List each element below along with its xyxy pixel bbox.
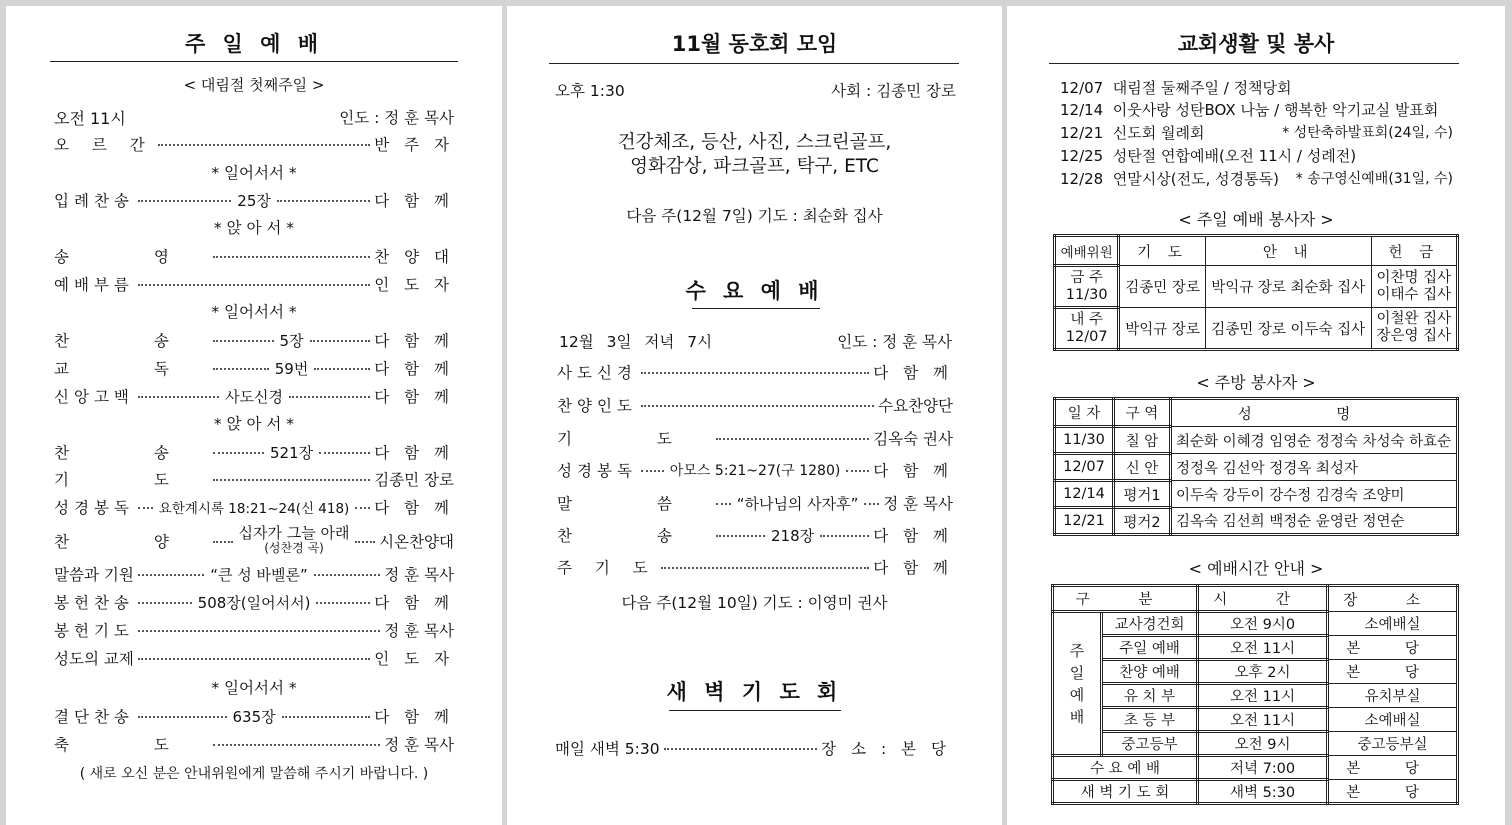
servers-table: 예배위원 기 도 안 내 헌 금 금 주 11/30 김종민 장로 박익규 장로 최순화 집사 이찬명 집사 이태수 집사 내 주 12/07 박익규 장로 김종민 장로 이두숙 집사 이철완 집사 장은영 집사 bbox=[1053, 234, 1459, 351]
event-item: 12/25 성탄절 연합예배(오전 11시 / 성례전) bbox=[1060, 147, 1357, 165]
stand-marker: * 일어서서 * bbox=[211, 164, 297, 182]
wednesday-time: 12월 3일 저녁 7시 bbox=[559, 333, 713, 351]
clubs-host: 사회 : 김종민 장로 bbox=[831, 82, 956, 100]
service-times-table: 구 분 시 간 장 소 주 일 예 배 교사경건회 오전 9시0 소예배실 주일 예배 오전 11시 본 당 찬양 예배 오후 2시 본 당 유 치 부 오전 11시 유치부실 초 등 부 오전 11시 소예배실 중고등부 오전 9시 중고등부실 수 요 예 배 저녁 7:00 본 당 새 벽 기 도 회 새벽 5:30 본 당 bbox=[1051, 584, 1459, 805]
order-row: 사도신경 다 함 께 bbox=[557, 364, 953, 382]
event-extra: * 성탄축하발표회(24일, 수) bbox=[1282, 125, 1453, 141]
event-item: 12/21 신도회 월례회 bbox=[1060, 124, 1205, 142]
table-row: 찬양 예배 오후 2시 본 당 bbox=[1053, 660, 1458, 684]
newcomer-note: ( 새로 오신 분은 안내위원에게 말씀해 주시기 바랍니다. ) bbox=[79, 766, 429, 782]
table-row: 중고등부 오전 9시 중고등부실 bbox=[1053, 732, 1458, 756]
event-item: 12/07 대림절 둘째주일 / 정책당회 bbox=[1060, 79, 1292, 97]
times-title: < 예배시간 안내 > bbox=[1188, 559, 1324, 578]
order-row: 말 씀 “하나님의 사자후” 정 훈 목사 bbox=[557, 494, 953, 513]
kitchen-title: < 주방 봉사자 > bbox=[1196, 373, 1316, 392]
order-row: 예배부름 인 도 자 bbox=[54, 276, 454, 294]
clubs-activities: 영화감상, 파크골프, 탁구, ETC bbox=[630, 156, 879, 177]
order-row: 성경봉독 아모스 5:21~27(구 1280) 다 함 께 bbox=[557, 462, 954, 480]
servers-title: < 주일 예배 봉사자 > bbox=[1178, 210, 1334, 229]
order-row: 성경봉독 요한계시록 18:21~24(신 418) 다 함 께 bbox=[54, 499, 454, 517]
title-rule bbox=[1049, 63, 1459, 64]
clubs-time: 오후 1:30 bbox=[555, 82, 625, 100]
order-row: 봉헌찬송 508장(일어서서) 다 함 께 bbox=[54, 593, 455, 612]
order-row: 성도의 교제 인 도 자 bbox=[54, 650, 454, 668]
order-row: 찬 양 십자가 그늘 아래 (성찬경 곡) 시온찬양대 bbox=[54, 524, 454, 555]
table-row: 초 등 부 오전 11시 소예배실 bbox=[1053, 708, 1458, 732]
title-rule bbox=[50, 61, 458, 62]
table-row: 새 벽 기 도 회 새벽 5:30 본 당 bbox=[1053, 780, 1458, 804]
order-row: 봉헌기도 정 훈 목사 bbox=[54, 622, 454, 640]
page-church-life bbox=[1007, 6, 1505, 825]
table-row: 12/07 신 안 정정옥 김선악 정경옥 최성자 bbox=[1055, 454, 1458, 481]
order-row: 축 도 정 훈 목사 bbox=[54, 736, 454, 754]
advent-subtitle: < 대림절 첫째주일 > bbox=[183, 76, 325, 94]
dawn-prayer-title: 새 벽 기 도 회 bbox=[666, 680, 843, 704]
table-row: 유 치 부 오전 11시 유치부실 bbox=[1053, 684, 1458, 708]
order-row: 오 르 간 반 주 자 bbox=[54, 136, 454, 154]
event-item: 12/28 연말시상(전도, 성경통독) bbox=[1060, 170, 1279, 188]
clubs-activities: 건강체조, 등산, 사진, 스크린골프, bbox=[617, 132, 892, 153]
sit-marker: * 앉 아 서 * bbox=[213, 219, 295, 237]
sunday-worship-group: 주 일 예 배 bbox=[1053, 612, 1102, 756]
service-time: 오전 11시 bbox=[54, 109, 126, 128]
wednesday-title: 수 요 예 배 bbox=[685, 279, 824, 303]
title-rule bbox=[549, 63, 959, 64]
stand-marker: * 일어서서 * bbox=[211, 303, 297, 321]
service-leader: 인도 : 정 훈 목사 bbox=[339, 109, 454, 127]
order-row: 찬양인도 수요찬양단 bbox=[557, 397, 953, 415]
next-prayer: 다음 주(12월 7일) 기도 : 최순화 집사 bbox=[626, 207, 883, 225]
table-row: 수 요 예 배 저녁 7:00 본 당 bbox=[1053, 756, 1458, 780]
order-row: 입례찬송 25장 다 함 께 bbox=[54, 191, 455, 210]
church-life-title: 교회생활 및 봉사 bbox=[1177, 32, 1335, 56]
sunday-worship-title: 주 일 예 배 bbox=[184, 32, 324, 56]
title-rule bbox=[692, 308, 820, 309]
order-row: 기 도 김옥숙 권사 bbox=[557, 430, 953, 448]
order-row: 주 기 도 다 함 께 bbox=[557, 559, 953, 577]
stand-marker: * 일어서서 * bbox=[211, 679, 297, 697]
order-row: 찬 송 5장 다 함 께 bbox=[54, 331, 455, 350]
order-row: 신앙고백 사도신경 다 함 께 bbox=[54, 387, 454, 406]
table-row: 12/14 평거1 이두숙 강두이 강수정 김경숙 조양미 bbox=[1055, 481, 1458, 508]
order-row: 송 영 찬 양 대 bbox=[54, 248, 454, 266]
order-row: 기 도 김종민 장로 bbox=[54, 471, 454, 489]
order-row: 교 독 59번 다 함 께 bbox=[54, 359, 455, 378]
event-extra: * 송구영신예배(31일, 수) bbox=[1295, 171, 1453, 187]
clubs-title: 11월 동호회 모임 bbox=[671, 32, 838, 56]
title-rule bbox=[669, 710, 841, 711]
table-row: 11/30 칠 암 최순화 이혜경 임영순 정정숙 차성숙 하효순 bbox=[1055, 427, 1458, 454]
order-row: 찬 송 218장 다 함 께 bbox=[557, 526, 953, 545]
dawn-prayer-row: 매일 새벽 5:30 장 소 : 본 당 bbox=[555, 740, 951, 758]
sit-marker: * 앉 아 서 * bbox=[213, 415, 295, 433]
page-sunday-worship bbox=[6, 6, 502, 825]
table-row: 12/21 평거2 김옥숙 김선희 백정순 윤영란 정연순 bbox=[1055, 508, 1458, 535]
order-row: 말씀과 기원 “큰 성 바벨론” 정 훈 목사 bbox=[54, 565, 455, 584]
order-row: 찬 송 521장 다 함 께 bbox=[54, 443, 454, 462]
page-clubs-wednesday bbox=[507, 6, 1002, 825]
wednesday-next-prayer: 다음 주(12월 10일) 기도 : 이영미 권사 bbox=[621, 594, 888, 612]
table-row: 주일 예배 오전 11시 본 당 bbox=[1053, 636, 1458, 660]
event-item: 12/14 이웃사랑 성탄BOX 나눔 / 행복한 악기교실 발표회 bbox=[1060, 101, 1439, 119]
kitchen-table: 일 자 구 역 성 명 11/30 칠 암 최순화 이혜경 임영순 정정숙 차성숙 하효순 12/07 신 안 정정옥 김선악 정경옥 최성자 12/14 평거1 이두숙 강두이 강수정 김경숙 조양미 12/21 평거2 김옥숙 김선희 백정순 윤영란 정연순 bbox=[1053, 397, 1459, 536]
order-row: 결단찬송 635장 다 함 께 bbox=[54, 707, 454, 726]
wednesday-leader: 인도 : 정 훈 목사 bbox=[837, 333, 952, 351]
